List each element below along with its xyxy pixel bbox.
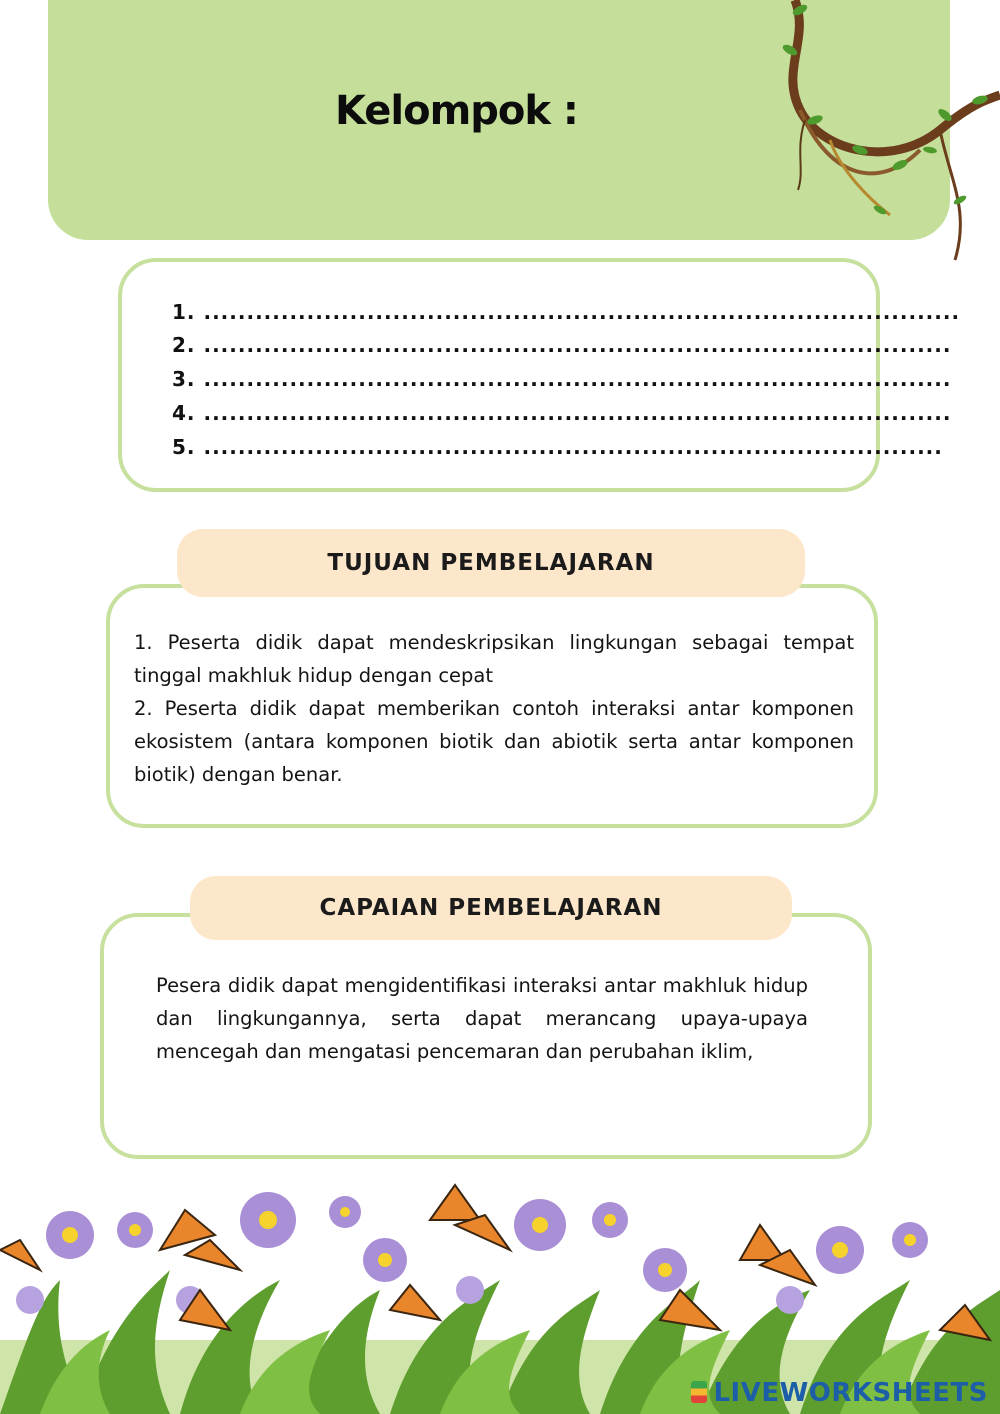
learning-objectives-heading: TUJUAN PEMBELAJARAN bbox=[177, 529, 805, 597]
member-line-1[interactable]: 1. ........................................................................................ bbox=[172, 300, 961, 324]
objective-item-2: 2. Peserta didik dapat memberikan contoh interaksi antar komponen ekosistem (antara komponen biotik dan abiotik serta antar komponen biotik) dengan benar. bbox=[134, 697, 854, 786]
objective-item-1: 1. Peserta didik dapat mendeskripsikan lingkungan sebagai tempat tinggal makhluk hidup dengan cepat bbox=[134, 631, 854, 687]
member-line-2[interactable]: 2. ....................................................................................... bbox=[172, 333, 952, 357]
learning-outcomes-text: Pesera didik dapat mengidentifikasi interaksi antar makhluk hidup dan lingkungannya, serta dapat merancang upaya-upaya mencegah dan mengatasi pencemaran dan perubahan iklim, bbox=[156, 974, 808, 1063]
member-line-3[interactable]: 3. ....................................................................................... bbox=[172, 367, 952, 391]
vine-illustration bbox=[770, 0, 1000, 270]
member-line-5[interactable]: 5. ...................................................................................... bbox=[172, 435, 943, 459]
learning-objectives-box bbox=[106, 584, 878, 828]
members-box bbox=[118, 258, 961, 492]
learning-objectives-text bbox=[134, 626, 854, 791]
liveworksheets-watermark bbox=[691, 1378, 988, 1408]
learning-outcomes-heading: CAPAIAN PEMBELAJARAN bbox=[190, 876, 792, 940]
learning-outcomes-box bbox=[100, 913, 872, 1159]
liveworksheets-logo-icon bbox=[691, 1381, 707, 1403]
group-title: Kelompok : bbox=[335, 88, 578, 134]
member-line-4[interactable]: 4. ....................................................................................... bbox=[172, 401, 952, 425]
watermark-text: LIVEWORKSHEETS bbox=[713, 1378, 988, 1408]
